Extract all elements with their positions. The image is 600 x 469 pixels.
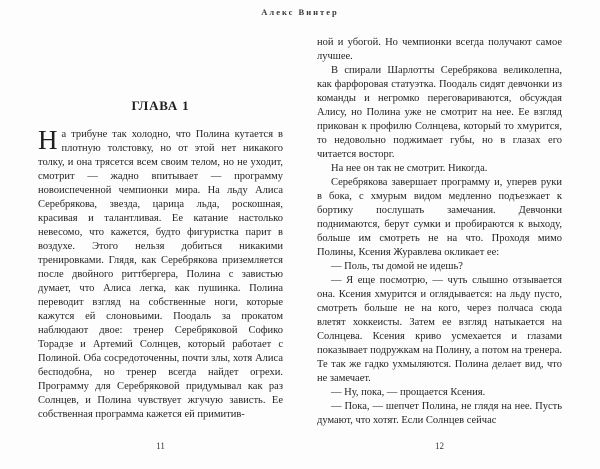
page-right (317, 36, 562, 428)
drop-cap: Н (38, 125, 58, 155)
paragraph: — Поль, ты домой не идешь? (331, 261, 463, 272)
paragraph: — Пока, — шепчет Полина, не глядя на нее. Пусть думают, что хотят. Если Солнцев сейчас (317, 401, 562, 426)
paragraph: На нее он так не смотрит. Никогда. (331, 163, 488, 174)
page-left (38, 36, 283, 428)
pages-container (38, 36, 562, 428)
left-page-paragraph (38, 125, 283, 422)
page-number-left: 11 (156, 441, 165, 451)
chapter-title: ГЛАВА 1 (131, 98, 190, 113)
page-number-right: 12 (435, 441, 444, 451)
left-page-text: а трибуне так холодно, что Полина кутается в плотную толстовку, но от этой нет никакого толку, и она трясется всем своим телом, но не уходит, смотрит — жадно впитывает — программу новоиспеченной чемпионки мира. На льду Алиса Серебрякова, звезда, царица льда, роскошная, красивая и талантливая. Ее катание настолько невесомо, что кажется, будто фигуристка парит в воздухе. Этого нельзя добиться никакими тренировками. Глядя, как Серебрякова приземляется после двойного риттбергера, Полина с завистью думает, что Алиса легка, как пушинка. Полина переводит взгляд на собственные ноги, которые кажутся ей слоновьими. Поодаль за прокатом наблюдают двое: тренер Серебряковой Софико Торадзе и Артемий Солнцев, который работает с Полиной. Оба сосредоточенны, почти злы, хотя Алиса бесподобна, но тренер всегда найдет огрехи. Программу для Серебряковой придумывал как раз Солнцев, и Полина чувствует жгучую зависть. Ее собственная программа кажется ей примитив- (38, 129, 283, 420)
paragraph: Серебрякова завершает программу и, уперев руки в бока, с хмурым видом медленно подъезжает к бортику послушать замечания. Девчонки поднимаются, берут сумки и пробираются к выходу, больше им смотреть не на что. Проходя мимо Полины, Ксения Журавлева окликает ее: (317, 177, 562, 258)
paragraph: В спирали Шарлотты Серебрякова великолепна, как фарфоровая статуэтка. Поодаль сидят девчонки из команды и негромко переговариваются, обсуждая Алису, но Полина уже не смотрит на нее. Ее взгляд прикован к профилю Солнцева, который то хмурится, то недовольно поджимает губы, но в глазах его читается восторг. (317, 65, 562, 160)
paragraph: — Ну, пока, — прощается Ксения. (331, 387, 486, 398)
paragraph: — Я еще посмотрю, — чуть слышно отзывается она. Ксения хмурится и оглядывается: на льду пусто, смотреть больше не на кого, через полчаса сюда влетят хоккеисты. Затем ее взгляд натыкается на Солнцева. Ксения криво усмехается и глазами показывает подружкам на Полину, а потом на тренера. Те так же гадко ухмыляются. Полина делает вид, что не замечает. (317, 275, 562, 384)
paragraph: ной и убогой. Но чемпионки всегда получают самое лучшее. (317, 37, 562, 62)
running-header-author: Алекс Винтер (261, 7, 339, 17)
